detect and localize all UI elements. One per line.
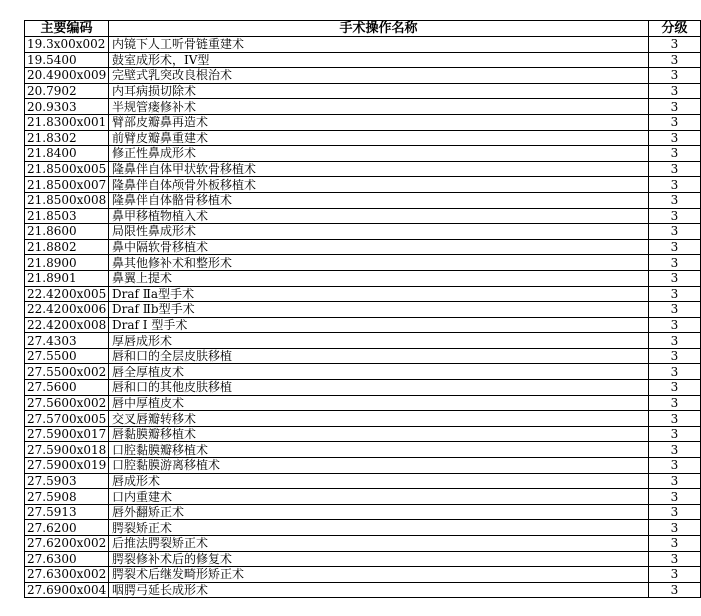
name-cell: Draf Ⅰ 型手术 xyxy=(109,317,649,333)
level-cell: 3 xyxy=(649,224,701,240)
code-cell: 22.4200x008 xyxy=(25,317,109,333)
level-cell: 3 xyxy=(649,68,701,84)
name-cell: 唇中厚植皮术 xyxy=(109,395,649,411)
code-cell: 22.4200x005 xyxy=(25,286,109,302)
level-cell: 3 xyxy=(649,255,701,271)
table-row xyxy=(25,536,701,552)
name-cell: Draf Ⅱb型手术 xyxy=(109,302,649,318)
table-row xyxy=(25,504,701,520)
name-cell: 半规管瘘修补术 xyxy=(109,99,649,115)
table-row xyxy=(25,52,701,68)
code-cell: 21.8302 xyxy=(25,130,109,146)
level-cell: 3 xyxy=(649,161,701,177)
name-cell: Draf Ⅱa型手术 xyxy=(109,286,649,302)
header-code: 主要编码 xyxy=(25,21,109,37)
name-cell: 鼻其他修补术和整形术 xyxy=(109,255,649,271)
level-cell: 3 xyxy=(649,286,701,302)
table-row xyxy=(25,426,701,442)
table-row xyxy=(25,224,701,240)
level-cell: 3 xyxy=(649,582,701,598)
table-row xyxy=(25,582,701,598)
table-row xyxy=(25,239,701,255)
code-cell: 27.5908 xyxy=(25,489,109,505)
name-cell: 咽腭弓延长成形术 xyxy=(109,582,649,598)
table-body xyxy=(25,37,701,598)
name-cell: 鼻中隔软骨移植术 xyxy=(109,239,649,255)
code-cell: 27.5700x005 xyxy=(25,411,109,427)
name-cell: 鼻翼上提术 xyxy=(109,270,649,286)
code-cell: 27.6200x002 xyxy=(25,536,109,552)
level-cell: 3 xyxy=(649,270,701,286)
table-row xyxy=(25,364,701,380)
table-row xyxy=(25,37,701,53)
level-cell: 3 xyxy=(649,473,701,489)
level-cell: 3 xyxy=(649,458,701,474)
code-cell: 21.8500x005 xyxy=(25,161,109,177)
code-cell: 22.4200x006 xyxy=(25,302,109,318)
code-cell: 27.5913 xyxy=(25,504,109,520)
table-row xyxy=(25,348,701,364)
name-cell: 内耳病损切除术 xyxy=(109,83,649,99)
code-cell: 27.5600x002 xyxy=(25,395,109,411)
table-header xyxy=(25,21,701,37)
name-cell: 唇成形术 xyxy=(109,473,649,489)
table-row xyxy=(25,489,701,505)
level-cell: 3 xyxy=(649,504,701,520)
code-cell: 20.9303 xyxy=(25,99,109,115)
name-cell: 隆鼻伴自体骼骨移植术 xyxy=(109,192,649,208)
code-cell: 27.5600 xyxy=(25,380,109,396)
table-row xyxy=(25,255,701,271)
name-cell: 厚唇成形术 xyxy=(109,333,649,349)
name-cell: 唇外翻矫正术 xyxy=(109,504,649,520)
code-cell: 21.8500x007 xyxy=(25,177,109,193)
level-cell: 3 xyxy=(649,99,701,115)
code-cell: 27.5500x002 xyxy=(25,364,109,380)
name-cell: 后推法腭裂矫正术 xyxy=(109,536,649,552)
level-cell: 3 xyxy=(649,52,701,68)
name-cell: 唇全厚植皮术 xyxy=(109,364,649,380)
code-cell: 27.5903 xyxy=(25,473,109,489)
surgery-grade-sheet xyxy=(24,20,688,598)
code-cell: 21.8900 xyxy=(25,255,109,271)
name-cell: 修正性鼻成形术 xyxy=(109,146,649,162)
header-row xyxy=(25,21,701,37)
table-row xyxy=(25,551,701,567)
surgery-table xyxy=(24,20,701,598)
level-cell: 3 xyxy=(649,302,701,318)
name-cell: 腭裂矫正术 xyxy=(109,520,649,536)
table-row xyxy=(25,270,701,286)
table-row xyxy=(25,99,701,115)
table-row xyxy=(25,130,701,146)
name-cell: 口腔黏膜瓣移植术 xyxy=(109,442,649,458)
level-cell: 3 xyxy=(649,364,701,380)
code-cell: 21.8300x001 xyxy=(25,114,109,130)
level-cell: 3 xyxy=(649,146,701,162)
table-row xyxy=(25,473,701,489)
code-cell: 19.5400 xyxy=(25,52,109,68)
name-cell: 唇和口的其他皮肤移植 xyxy=(109,380,649,396)
level-cell: 3 xyxy=(649,239,701,255)
table-row xyxy=(25,302,701,318)
level-cell: 3 xyxy=(649,567,701,583)
name-cell: 隆鼻伴自体颅骨外板移植术 xyxy=(109,177,649,193)
name-cell: 局限性鼻成形术 xyxy=(109,224,649,240)
code-cell: 21.8802 xyxy=(25,239,109,255)
level-cell: 3 xyxy=(649,130,701,146)
table-row xyxy=(25,114,701,130)
header-name: 手术操作名称 xyxy=(109,21,649,37)
level-cell: 3 xyxy=(649,208,701,224)
name-cell: 唇和口的全层皮肤移植 xyxy=(109,348,649,364)
level-cell: 3 xyxy=(649,348,701,364)
code-cell: 27.4303 xyxy=(25,333,109,349)
name-cell: 鼓室成形术，IV型 xyxy=(109,52,649,68)
table-row xyxy=(25,567,701,583)
code-cell: 27.6900x004 xyxy=(25,582,109,598)
table-row xyxy=(25,146,701,162)
code-cell: 21.8400 xyxy=(25,146,109,162)
name-cell: 内镜下人工听骨链重建术 xyxy=(109,37,649,53)
name-cell: 腭裂术后继发畸形矫正术 xyxy=(109,567,649,583)
level-cell: 3 xyxy=(649,317,701,333)
level-cell: 3 xyxy=(649,551,701,567)
table-row xyxy=(25,161,701,177)
table-row xyxy=(25,286,701,302)
code-cell: 20.4900x009 xyxy=(25,68,109,84)
code-cell: 19.3x00x002 xyxy=(25,37,109,53)
code-cell: 27.6300 xyxy=(25,551,109,567)
table-row xyxy=(25,68,701,84)
name-cell: 口内重建术 xyxy=(109,489,649,505)
table-row xyxy=(25,458,701,474)
name-cell: 隆鼻伴自体甲状软骨移植术 xyxy=(109,161,649,177)
code-cell: 27.6200 xyxy=(25,520,109,536)
code-cell: 21.8503 xyxy=(25,208,109,224)
level-cell: 3 xyxy=(649,333,701,349)
table-row xyxy=(25,317,701,333)
name-cell: 腭裂修补术后的修复术 xyxy=(109,551,649,567)
level-cell: 3 xyxy=(649,37,701,53)
code-cell: 21.8600 xyxy=(25,224,109,240)
level-cell: 3 xyxy=(649,177,701,193)
level-cell: 3 xyxy=(649,395,701,411)
code-cell: 20.7902 xyxy=(25,83,109,99)
name-cell: 完壁式乳突改良根治术 xyxy=(109,68,649,84)
header-level: 分级 xyxy=(649,21,701,37)
level-cell: 3 xyxy=(649,489,701,505)
table-row xyxy=(25,192,701,208)
code-cell: 27.5900x019 xyxy=(25,458,109,474)
code-cell: 21.8901 xyxy=(25,270,109,286)
code-cell: 27.5900x017 xyxy=(25,426,109,442)
level-cell: 3 xyxy=(649,442,701,458)
name-cell: 交叉唇瓣转移术 xyxy=(109,411,649,427)
table-row xyxy=(25,411,701,427)
table-row xyxy=(25,83,701,99)
level-cell: 3 xyxy=(649,536,701,552)
level-cell: 3 xyxy=(649,114,701,130)
level-cell: 3 xyxy=(649,380,701,396)
name-cell: 口腔黏膜游离移植术 xyxy=(109,458,649,474)
code-cell: 27.5900x018 xyxy=(25,442,109,458)
level-cell: 3 xyxy=(649,83,701,99)
table-row xyxy=(25,520,701,536)
level-cell: 3 xyxy=(649,520,701,536)
code-cell: 21.8500x008 xyxy=(25,192,109,208)
table-row xyxy=(25,442,701,458)
name-cell: 唇黏膜瓣移植术 xyxy=(109,426,649,442)
table-row xyxy=(25,395,701,411)
level-cell: 3 xyxy=(649,426,701,442)
level-cell: 3 xyxy=(649,411,701,427)
name-cell: 鼻甲移植物植入术 xyxy=(109,208,649,224)
name-cell: 前臂皮瓣鼻重建术 xyxy=(109,130,649,146)
table-row xyxy=(25,177,701,193)
level-cell: 3 xyxy=(649,192,701,208)
code-cell: 27.6300x002 xyxy=(25,567,109,583)
code-cell: 27.5500 xyxy=(25,348,109,364)
table-row xyxy=(25,380,701,396)
name-cell: 臂部皮瓣鼻再造术 xyxy=(109,114,649,130)
table-row xyxy=(25,208,701,224)
table-row xyxy=(25,333,701,349)
